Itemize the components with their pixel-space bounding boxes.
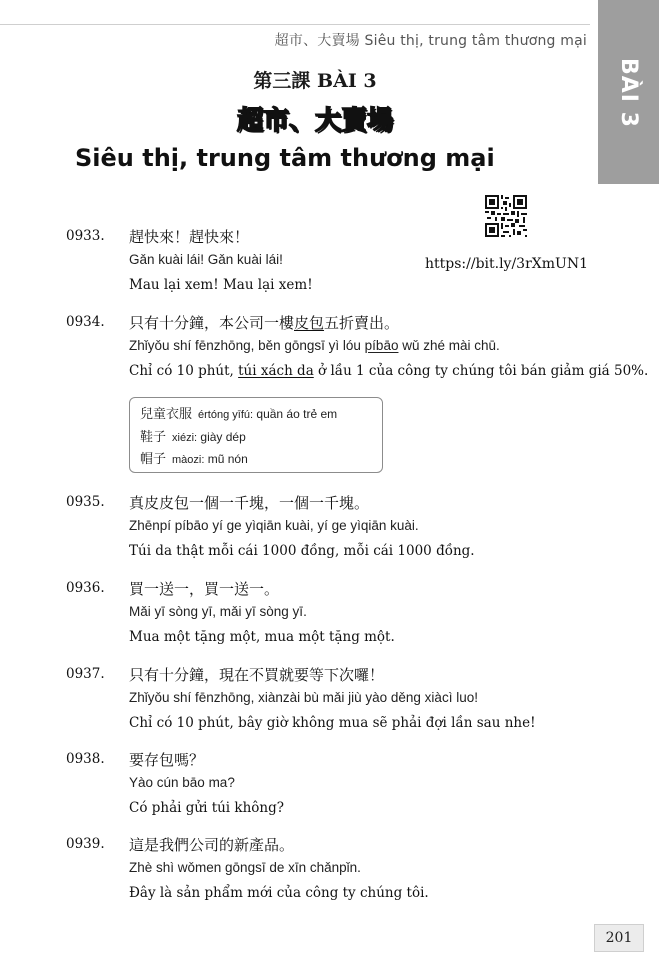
page-number: 201 <box>605 930 633 946</box>
vietnamese-text: Mau lại xem! Mau lại xem! <box>129 277 313 293</box>
chinese-text: 買一送一，買一送一。 <box>129 580 280 598</box>
chinese-text: 真皮皮包一個一千塊，一個一千塊。 <box>129 494 370 512</box>
pinyin-text: Zhēnpí píbāo yí ge yìqiān kuài, yí ge yìqiān kuài. <box>129 518 419 533</box>
lesson-title-vietnamese: Siêu thị, trung tâm thương mại <box>75 144 495 172</box>
pinyin-text: Gǎn kuài lái! Gǎn kuài lái! <box>129 252 283 267</box>
running-header: 超市、大賣場 Siêu thị, trung tâm thương mại <box>274 33 587 49</box>
lesson-title-chinese: 超市、大賣場 <box>236 106 393 136</box>
underlined-term: 皮包 <box>294 314 325 332</box>
pinyin-text: Zhè shì wǒmen gōngsī de xīn chǎnpǐn. <box>129 860 361 875</box>
header-rule <box>0 24 590 25</box>
vietnamese-text: Chỉ có 10 phút, túi xách da ở lầu 1 của công ty chúng tôi bán giảm giá 50%. <box>129 363 649 379</box>
qr-code-icon[interactable] <box>485 195 527 237</box>
pinyin-text: Yào cún bāo ma? <box>129 775 235 790</box>
chinese-text: 只有十分鐘，本公司一樓皮包五折賣出。 <box>129 314 400 332</box>
pinyin-text: Zhǐyǒu shí fēnzhōng, běn gōngsī yì lóu píbāo wǔ zhé mài chū. <box>129 338 500 353</box>
vietnamese-text: Đây là sản phẩm mới của công ty chúng tôi. <box>129 885 429 901</box>
entry-number: 0936. <box>66 580 105 596</box>
chinese-text: 這是我們公司的新產品。 <box>129 836 295 854</box>
pinyin-text: Zhǐyǒu shí fēnzhōng, xiànzài bù mǎi jiù yào děng xiàcì luo! <box>129 690 478 705</box>
vocab-item: 帽子 màozi: mũ nón <box>140 452 248 467</box>
entry-number: 0938. <box>66 751 105 767</box>
side-tab-label: BÀI 3 <box>616 58 641 128</box>
entry-number: 0937. <box>66 666 105 682</box>
vietnamese-text: Chỉ có 10 phút, bây giờ không mua sẽ phải đợi lần sau nhe! <box>129 715 536 731</box>
chapter-side-tab <box>598 0 659 184</box>
underlined-term: píbāo <box>364 338 399 353</box>
entry-number: 0935. <box>66 494 105 510</box>
vietnamese-text: Mua một tặng một, mua một tặng một. <box>129 629 395 645</box>
entry-number: 0939. <box>66 836 105 852</box>
vietnamese-text: Túi da thật mỗi cái 1000 đồng, mỗi cái 1000 đồng. <box>129 543 475 559</box>
lesson-label: 第三課 BÀI 3 <box>253 70 377 92</box>
entry-number: 0933. <box>66 228 105 244</box>
vocabulary-box <box>129 397 383 473</box>
entry-number: 0934. <box>66 314 105 330</box>
qr-url-link[interactable]: https://bit.ly/3rXmUN1 <box>425 256 588 272</box>
chinese-text: 只有十分鐘，現在不買就要等下次囉！ <box>129 666 385 684</box>
pinyin-text: Mǎi yī sòng yī, mǎi yī sòng yī. <box>129 604 307 619</box>
page-number-box <box>594 924 644 952</box>
chinese-text: 趕快來！趕快來！ <box>129 228 250 246</box>
chinese-text: 要存包嗎？ <box>129 751 205 769</box>
underlined-term: túi xách da <box>238 363 314 379</box>
vocab-item: 兒童衣服 értóng yīfú: quần áo trẻ em <box>140 407 338 422</box>
vietnamese-text: Có phải gửi túi không? <box>129 800 284 816</box>
vocab-item: 鞋子 xiézi: giày dép <box>140 430 246 445</box>
